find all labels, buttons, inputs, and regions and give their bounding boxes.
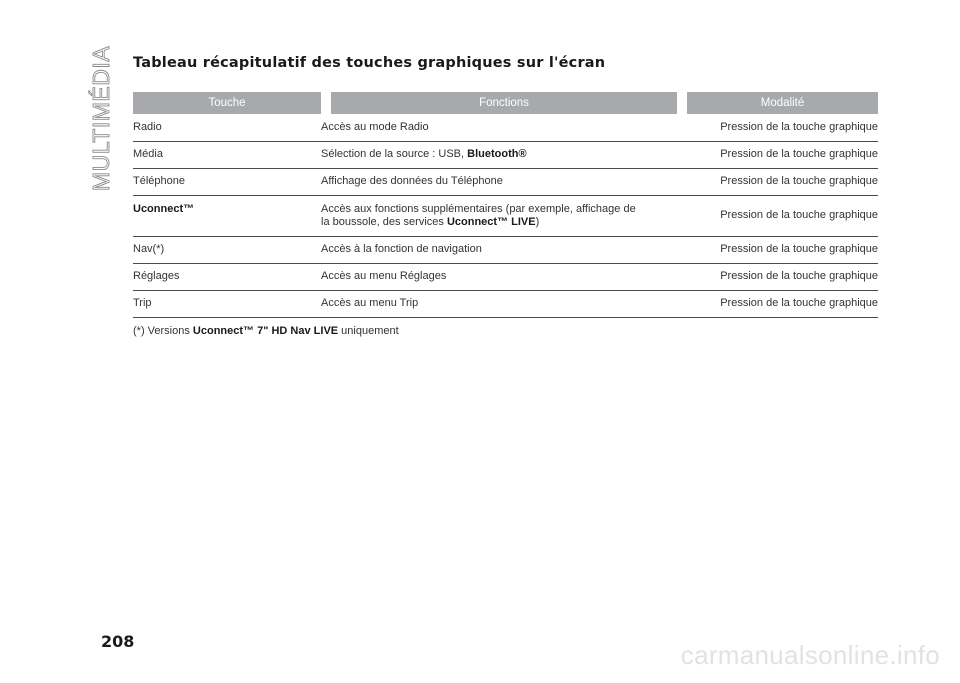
cell-touche: Trip	[133, 290, 321, 317]
table-row	[133, 236, 878, 263]
cell-touche: Uconnect™	[133, 195, 321, 236]
page-title: Tableau récapitulatif des touches graphiques sur l'écran	[133, 55, 606, 71]
cell-fonction: Accès au mode Radio	[321, 114, 677, 141]
cell-touche: Radio	[133, 114, 321, 141]
cell-modalite: Pression de la touche graphique	[677, 195, 878, 236]
table-row	[133, 141, 878, 168]
table-header-row	[133, 92, 878, 114]
header-modalite: Modalité	[687, 92, 878, 114]
footnote: (*) Versions Uconnect™ 7" HD Nav LIVE uniquement	[133, 325, 399, 337]
section-label: MULTIMÉDIA	[88, 45, 115, 191]
touches-table	[133, 92, 878, 318]
cell-modalite: Pression de la touche graphique	[677, 236, 878, 263]
cell-fonction: Accès au menu Trip	[321, 290, 677, 317]
cell-fonction: Accès à la fonction de navigation	[321, 236, 677, 263]
cell-modalite: Pression de la touche graphique	[677, 168, 878, 195]
table-row	[133, 263, 878, 290]
table-row	[133, 195, 878, 236]
page-number: 208	[101, 632, 135, 651]
cell-fonction: Accès aux fonctions supplémentaires (par exemple, affichage de la boussole, des services Uconnect™ LIVE)	[321, 195, 677, 236]
cell-touche: Nav(*)	[133, 236, 321, 263]
cell-fonction: Sélection de la source : USB, Bluetooth®	[321, 141, 677, 168]
header-fonctions: Fonctions	[331, 92, 677, 114]
cell-modalite: Pression de la touche graphique	[677, 114, 878, 141]
table-row	[133, 290, 878, 317]
watermark: carmanualsonline.info	[680, 640, 940, 670]
cell-touche: Réglages	[133, 263, 321, 290]
cell-fonction: Affichage des données du Téléphone	[321, 168, 677, 195]
table-row	[133, 168, 878, 195]
table-row	[133, 114, 878, 141]
cell-touche: Téléphone	[133, 168, 321, 195]
cell-fonction: Accès au menu Réglages	[321, 263, 677, 290]
cell-modalite: Pression de la touche graphique	[677, 263, 878, 290]
cell-touche: Média	[133, 141, 321, 168]
cell-modalite: Pression de la touche graphique	[677, 290, 878, 317]
cell-modalite: Pression de la touche graphique	[677, 141, 878, 168]
header-touche: Touche	[133, 92, 321, 114]
